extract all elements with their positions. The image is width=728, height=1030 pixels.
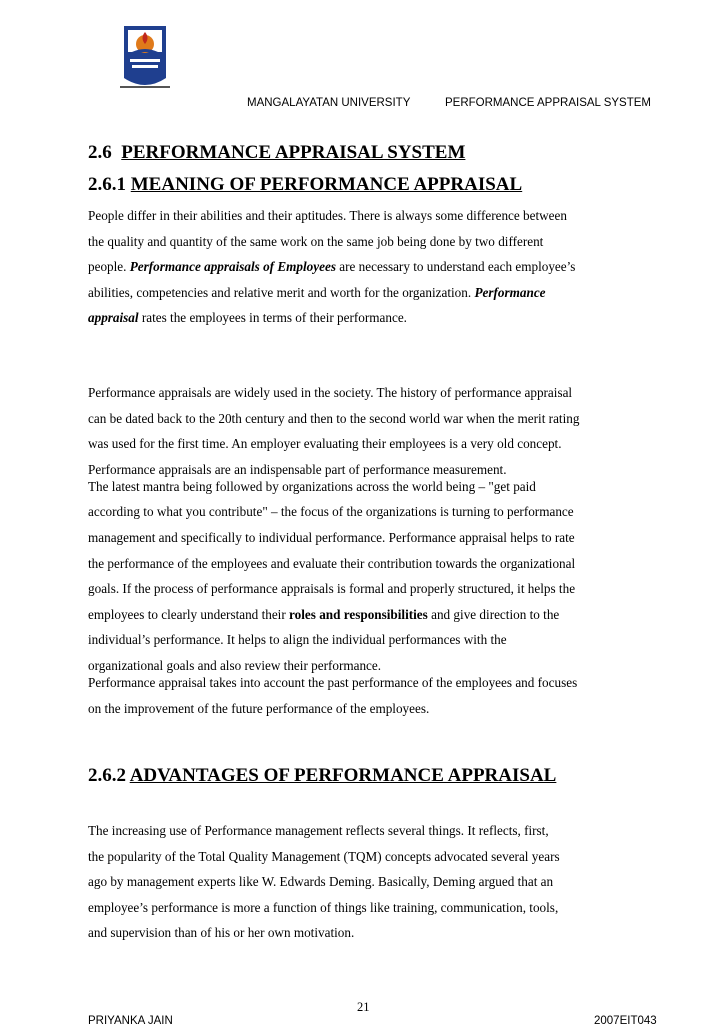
section-title: PERFORMANCE APPRAISAL SYSTEM <box>121 142 466 163</box>
text-line: on the improvement of the future performance of the employees. <box>88 700 430 716</box>
text-line: employees to clearly understand their roles and responsibilities and give direction to the <box>88 606 560 622</box>
text-line: Performance appraisals are an indispensable part of performance measurement. <box>88 461 507 477</box>
text-line: abilities, competencies and relative merit and worth for the organization. Performance <box>88 284 546 300</box>
emphasis: Performance appraisals of Employees <box>129 259 336 275</box>
text-line: organizational goals and also review their performance. <box>88 657 382 673</box>
emphasis: appraisal <box>88 310 139 326</box>
section-heading-2-6-2 <box>88 765 556 787</box>
text-line: according to what you contribute" – the focus of the organizations is turning to performance <box>88 504 574 520</box>
section-heading-2-6-1 <box>88 174 522 196</box>
section-number: 2.6.1 <box>88 174 126 195</box>
paragraph-meaning <box>88 203 648 331</box>
text-line: can be dated back to the 20th century and then to the second world war when the merit rating <box>88 410 580 426</box>
section-title: ADVANTAGES OF PERFORMANCE APPRAISAL <box>129 765 557 786</box>
footer-roll-number: 2007EIT043 <box>594 1015 657 1027</box>
footer-author: PRIYANKA JAIN <box>88 1015 173 1027</box>
text-line: Performance appraisal takes into account the past performance of the employees and focuses <box>88 674 578 690</box>
text-line: The latest mantra being followed by organizations across the world being – "get paid <box>88 478 536 494</box>
emphasis: roles and responsibilities <box>289 606 428 622</box>
text-line: the performance of the employees and evaluate their contribution towards the organizational <box>88 555 576 571</box>
section-heading-2-6 <box>88 142 465 164</box>
text-line: people. Performance appraisals of Employees are necessary to understand each employee’s <box>88 259 576 275</box>
text-line: People differ in their abilities and their aptitudes. There is always some difference between <box>88 208 567 223</box>
text-line: appraisal rates the employees in terms of their performance. <box>88 310 407 326</box>
text-line: employee’s performance is more a function of things like training, communication, tools, <box>88 899 559 915</box>
text-line: ago by management experts like W. Edwards Deming. Basically, Deming argued that an <box>88 874 554 890</box>
paragraph-advantages <box>88 818 648 946</box>
header-university: MANGALAYATAN UNIVERSITY <box>247 97 411 109</box>
text-line: The increasing use of Performance management reflects several things. It reflects, first, <box>88 823 549 838</box>
page-number: 21 <box>357 1000 370 1014</box>
paragraph-history <box>88 380 648 721</box>
text-line: goals. If the process of performance appraisals is formal and properly structured, it helps the <box>88 581 576 597</box>
text-line: individual’s performance. It helps to align the individual performances with the <box>88 632 507 648</box>
header-document-title: PERFORMANCE APPRAISAL SYSTEM <box>445 97 651 109</box>
text-line: and supervision than of his or her own motivation. <box>88 925 355 941</box>
emphasis: Performance <box>474 284 546 300</box>
section-title: MEANING OF PERFORMANCE APPRAISAL <box>130 174 523 195</box>
section-number: 2.6.2 <box>88 765 126 786</box>
text-line: the popularity of the Total Quality Management (TQM) concepts advocated several years <box>88 848 560 864</box>
section-number: 2.6 <box>88 142 112 163</box>
text-line: management and specifically to individual performance. Performance appraisal helps to rate <box>88 529 575 545</box>
text-line: the quality and quantity of the same work on the same job being done by two different <box>88 233 544 249</box>
university-logo <box>114 22 176 94</box>
text-line: was used for the first time. An employer evaluating their employees is a very old concept. <box>88 436 562 452</box>
text-line: Performance appraisals are widely used in the society. The history of performance appraisal <box>88 385 573 400</box>
